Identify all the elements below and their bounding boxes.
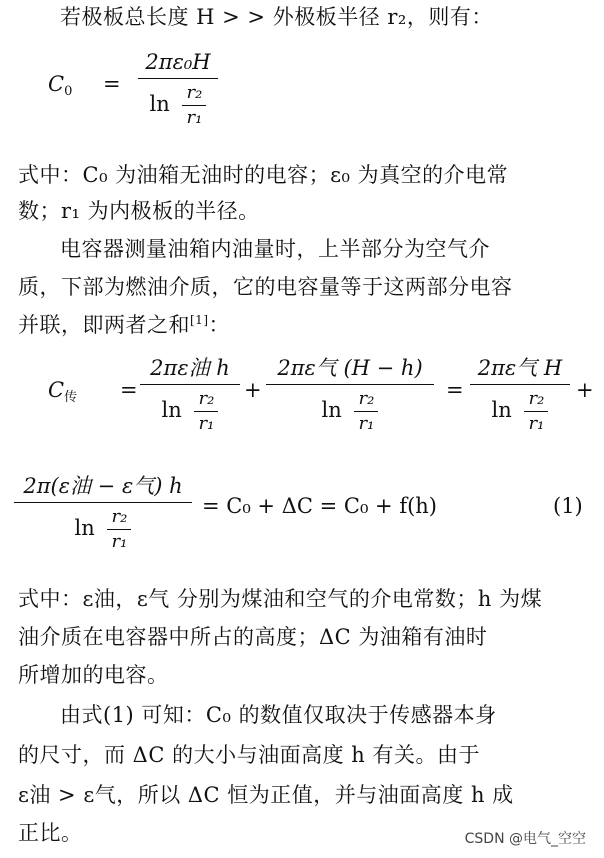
para5-line3: ε油 > ε气，所以 ΔC 恒为正值，并与油面高度 h 成: [18, 783, 514, 807]
para2-line2: 数；r₁ 为内极板的半径。: [18, 199, 260, 223]
eq0-fraction-bar: [138, 78, 218, 79]
eq1-term2-numerator: 2πε气 (H − h): [277, 356, 423, 380]
eq1-term4-ratio-top: r₂: [111, 506, 128, 527]
eq1-lhs-sub: 传: [64, 390, 78, 405]
eq0-ln: ln: [149, 92, 170, 116]
eq1-tail: = C₀ + ΔC = C₀ + f(h): [202, 494, 437, 518]
eq1-term4: [14, 472, 192, 553]
eq1-plus-2: +: [576, 378, 594, 402]
eq0-lhs: [48, 72, 73, 99]
eq0-ratio-top: r₂: [186, 82, 203, 103]
para5-line4: 正比。: [18, 821, 83, 845]
eq1-term2-ratio-bottom: r₁: [358, 413, 375, 434]
eq1-term4-numerator: 2π(ε油 − ε气) h: [23, 474, 183, 498]
eq0-fraction: [138, 48, 218, 129]
eq1-term1-ratio-bar: [194, 411, 218, 412]
eq0-denominator: [138, 82, 218, 129]
eq0-ratio-bottom: r₁: [186, 107, 203, 128]
eq1-equals-2: =: [446, 378, 464, 402]
eq1-term1-ln: ln: [161, 398, 182, 422]
para4-line2: 油介质在电容器中所占的高度；ΔC 为油箱有油时: [18, 625, 488, 649]
eq1-term3-ratio: [524, 388, 548, 435]
eq1-term3-ln: ln: [491, 398, 512, 422]
eq1-term1-ratio-bottom: r₁: [198, 413, 215, 434]
citation-ref: [1]: [190, 313, 209, 327]
eq1-term1-ratio-top: r₂: [198, 388, 215, 409]
eq1-plus-1: +: [244, 378, 262, 402]
eq1-term2-ratio-top: r₂: [358, 388, 375, 409]
eq1-lhs-symbol: C: [48, 378, 65, 402]
eq0-equals: =: [103, 72, 121, 96]
equation-number: (1): [553, 494, 583, 518]
para3-line1: 电容器测量油箱内油量时，上半部分为空气介: [60, 237, 490, 261]
eq1-term3-denominator: [470, 388, 570, 435]
eq1-lhs: [48, 378, 78, 405]
eq1-term1: [140, 354, 240, 435]
csdn-watermark: CSDN @电气_空空: [464, 831, 586, 847]
eq1-term4-ratio: [107, 506, 131, 553]
para3-line3-text: 并联，即两者之和: [18, 313, 190, 337]
eq1-term4-ln: ln: [74, 516, 95, 540]
eq1-term1-bar: [140, 384, 240, 385]
para3-line2: 质，下部为燃油介质，它的电容量等于这两部分电容: [18, 275, 513, 299]
eq0-lhs-sub: 0: [64, 84, 73, 99]
eq1-term3-ratio-top: r₂: [528, 388, 545, 409]
eq1-term1-numerator: 2πε油 h: [150, 356, 230, 380]
eq1-term3-numerator: 2πε气 H: [477, 356, 563, 380]
para1-line: 若极板总长度 H > > 外极板半径 r₂，则有：: [60, 5, 493, 29]
eq0-numerator: 2πε₀H: [145, 50, 211, 74]
para3-line3: [18, 310, 230, 340]
para3-line3-colon: ：: [208, 313, 230, 337]
eq1-equals-1: =: [120, 378, 138, 402]
eq1-term2-ratio-bar: [354, 411, 378, 412]
para5-line1: 由式(1) 可知：C₀ 的数值仅取决于传感器本身: [60, 703, 497, 727]
eq1-term2: [266, 354, 434, 435]
eq1-term1-denominator: [140, 388, 240, 435]
eq1-term4-bar: [14, 502, 192, 503]
eq1-term3-ratio-bar: [524, 411, 548, 412]
eq1-term4-denominator: [14, 506, 192, 553]
para4-line3: 所增加的电容。: [18, 663, 169, 687]
para4-line1: 式中：ε油，ε气 分别为煤油和空气的介电常数；h 为煤: [18, 587, 543, 611]
eq0-ratio-bar: [182, 105, 206, 106]
eq1-term2-denominator: [266, 388, 434, 435]
eq1-term2-ln: ln: [321, 398, 342, 422]
eq1-term2-bar: [266, 384, 434, 385]
para5-line2: 的尺寸，而 ΔC 的大小与油面高度 h 有关。由于: [18, 743, 480, 767]
eq0-lhs-symbol: C: [48, 72, 65, 96]
eq1-term1-ratio: [194, 388, 218, 435]
eq0-ratio: [182, 82, 206, 129]
eq1-term3: [470, 354, 570, 435]
eq1-term4-ratio-bar: [107, 529, 131, 530]
eq1-term3-bar: [470, 384, 570, 385]
eq1-term2-ratio: [354, 388, 378, 435]
para2-line1: 式中：C₀ 为油箱无油时的电容；ε₀ 为真空的介电常: [18, 163, 509, 187]
eq1-term4-ratio-bottom: r₁: [111, 531, 128, 552]
eq1-term3-ratio-bottom: r₁: [528, 413, 545, 434]
